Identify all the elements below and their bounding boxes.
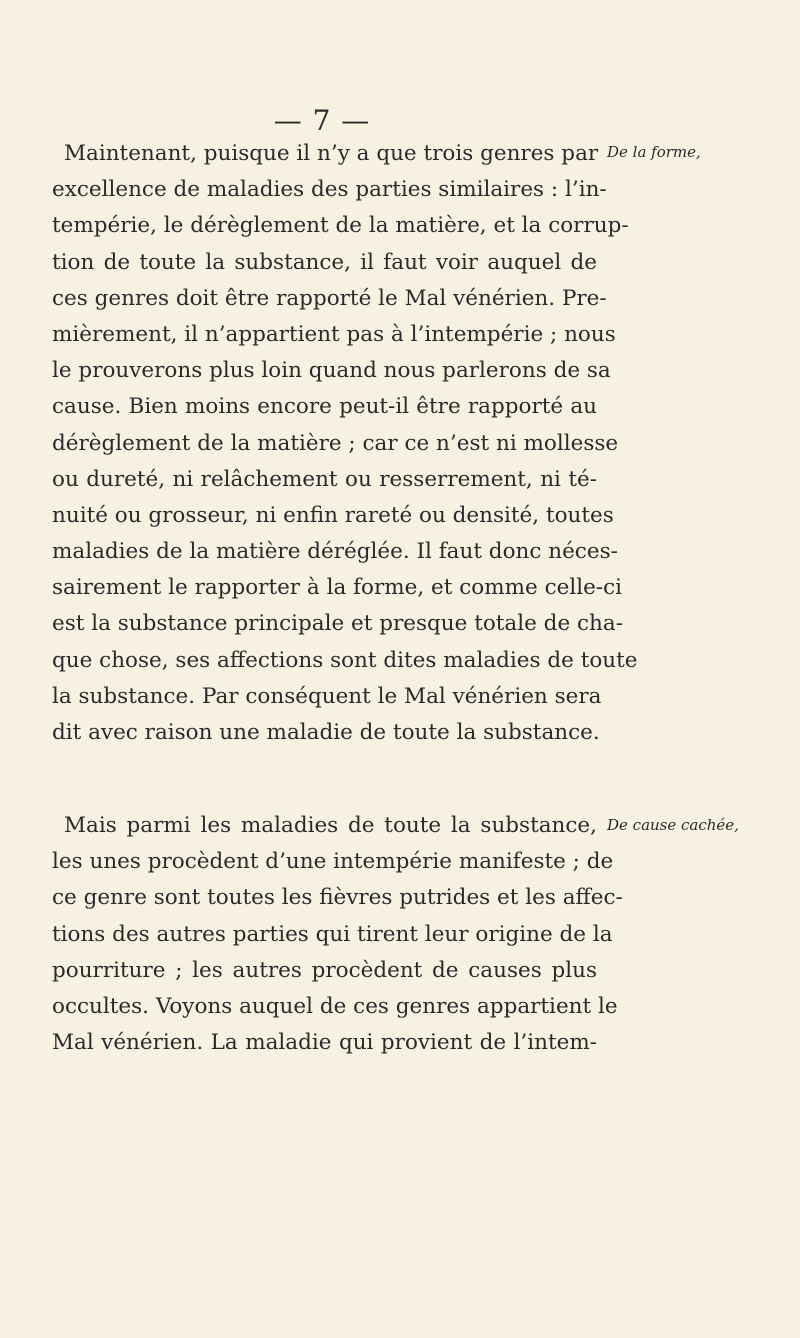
text-line: que chose, ses affections sont dites maladies de toute xyxy=(52,647,638,673)
text-line: est la substance principale et presque totale de cha- xyxy=(52,611,623,637)
text-line: dérèglement de la matière ; car ce n’est ni mollesse xyxy=(52,430,619,456)
margin-note-form: De la forme, xyxy=(607,143,701,161)
text-line: nuité ou grosseur, ni enfin rareté ou densité, toutes xyxy=(52,502,614,528)
text-line: sairement le rapporter à la forme, et comme celle-ci xyxy=(52,575,622,601)
margin-note-hidden-cause: De cause cachée, xyxy=(607,816,739,834)
text-line: ces genres doit être rapporté le Mal vénérien. Pre- xyxy=(52,285,607,311)
text-line: les unes procèdent d’une intempérie manifeste ; de xyxy=(52,849,614,875)
text-line: la substance. Par conséquent le Mal vénérien sera xyxy=(52,683,602,709)
page-number: — 7 — xyxy=(273,104,371,137)
text-line: Mal vénérien. La maladie qui provient de l’intem- xyxy=(52,1030,597,1056)
text-line: ce genre sont toutes les fièvres putrides et les affec- xyxy=(52,885,623,911)
text-line: tions des autres parties qui tirent leur origine de la xyxy=(52,921,613,947)
text-line: excellence de maladies des parties similaires : l’in- xyxy=(52,177,607,203)
text-line: Maintenant, puisque il n’y a que trois genres par xyxy=(64,141,599,166)
text-line: cause. Bien moins encore peut-il être rapporté au xyxy=(52,394,597,420)
text-line: Mais parmi les maladies de toute la substance, xyxy=(64,813,597,838)
text-line: pourriture ; les autres procèdent de causes plus xyxy=(52,957,597,983)
text-line: tion de toute la substance, il faut voir auquel de xyxy=(52,249,597,275)
text-line: dit avec raison une maladie de toute la substance. xyxy=(52,720,600,745)
text-line: tempérie, le dérèglement de la matière, et la corrup- xyxy=(52,213,629,239)
text-line: maladies de la matière déréglée. Il faut donc néces- xyxy=(52,539,618,565)
paragraph-2 xyxy=(52,808,623,1061)
text-line: mièrement, il n’appartient pas à l’intempérie ; nous xyxy=(52,321,616,347)
text-line: ou dureté, ni relâchement ou resserrement, ni té- xyxy=(52,466,597,492)
text-line: occultes. Voyons auquel de ces genres appartient le xyxy=(52,993,618,1019)
paragraph-1 xyxy=(52,136,638,751)
text-line: le prouverons plus loin quand nous parlerons de sa xyxy=(52,358,611,384)
